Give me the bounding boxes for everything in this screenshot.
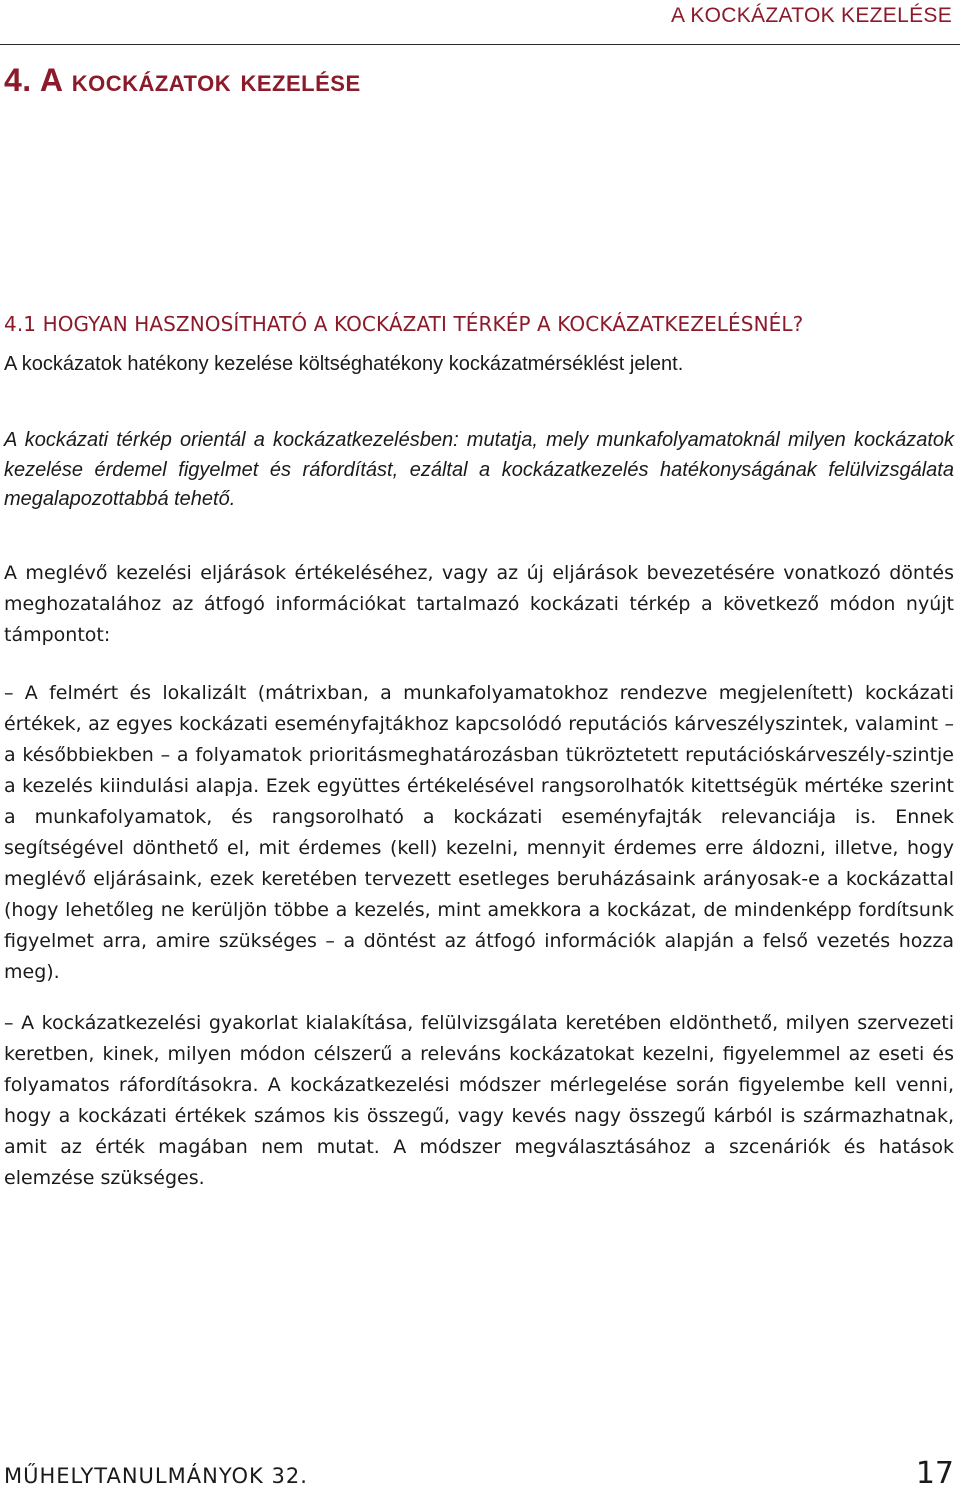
body-paragraph-1: A meglévő kezelési eljárások értékeléséhez, vagy az új eljárások bevezetésére vonatkozó döntés meghozatalához az átfogó információkat tartalmazó kockázati térkép a következő módon nyújt támpontot: bbox=[4, 562, 954, 646]
body-paragraph-2: – A felmért és lokalizált (mátrixban, a munkafolyamatokhoz rendezve megjelenített) kockázati értékek, az egyes kockázati eseményfajtákhoz kapcsolódó reputációs kárveszélyszintek, valamint – a későbbiekben – a folyamatok prioritásmeghatározásban tükröztetett reputációskárveszély-szintje a kezelés kiindulási alapja. Ezek együttes értékelésével rangsorolhatók kitettségük mértéke szerint a munkafolyamatok, és rangsorolható a kockázati eseményfajták relevanciája is. Ennek segítségével dönthető el, mit érdemes (kell) kezelni, mennyit érdemes erre áldozni, illetve, hogy meglévő eljárásaink, ezek keretében tervezett esetleges beruházásaink arányosak-e a kockázattal (hogy lehetőleg ne kerüljön többe a kezelés, mint amekkora a kockázat, de mindenképp fordítsunk figyelmet arra, amire szükséges – a döntést az átfogó információk alapján a felső vezetés hozza meg). bbox=[4, 682, 954, 983]
section-title: 4.1 HOGYAN HASZNOSÍTHATÓ A KOCKÁZATI TÉRKÉP A KOCKÁZATKEZELÉSNÉL? bbox=[4, 312, 804, 336]
chapter-title: 4. A kockázatok kezelése bbox=[4, 62, 361, 98]
page-number: 17 bbox=[915, 1456, 954, 1491]
footer-series-title: MŰHELYTANULMÁNYOK 32. bbox=[4, 1464, 308, 1488]
lede-paragraph: A kockázatok hatékony kezelése költséghatékony kockázatmérséklést jelent. bbox=[4, 353, 684, 375]
running-head: A KOCKÁZATOK KEZELÉSE bbox=[671, 4, 952, 27]
italic-summary-paragraph: A kockázati térkép orientál a kockázatkezelésben: mutatja, mely munkafolyamatoknál milyen kockázatok kezelése érdemel figyelmet és ráfordítást, ezáltal a kockázatkezelés hatékonyságának felülvizsgálata megalapozottabbá tehető. bbox=[4, 429, 954, 510]
body-paragraph-3: – A kockázatkezelési gyakorlat kialakítása, felülvizsgálata keretében eldönthető, milyen szervezeti keretben, kinek, milyen módon célszerű a releváns kockázatokat kezelni, figyelemmel az eseti és folyamatos ráfordításokra. A kockázatkezelési módszer mérlegelése során figyelembe kell venni, hogy a kockázati értékek számos kis összegű, vagy kevés nagy összegű kárból is származhatnak, amit az érték magában nem mutat. A módszer megválasztásához a szcenáriók és hatások elemzése szükséges. bbox=[4, 1012, 954, 1189]
header-rule bbox=[0, 44, 960, 45]
